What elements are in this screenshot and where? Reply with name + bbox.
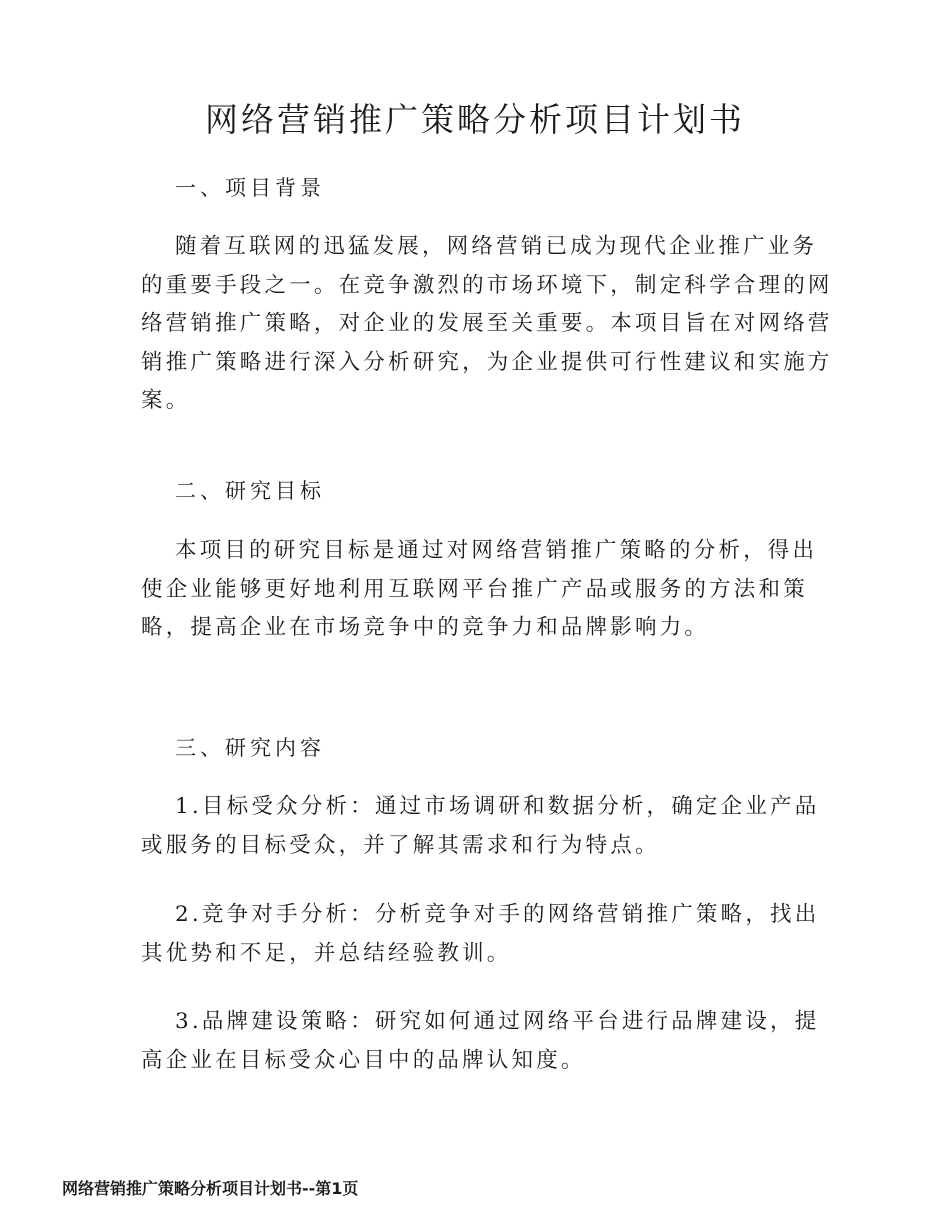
paragraph-content-item-2: 2.竞争对手分析：分析竞争对手的网络营销推广策略，找出其优势和不足，并总结经验教训。 — [141, 902, 820, 966]
section-heading-content: 三、研究内容 — [175, 736, 325, 760]
section-heading-background: 一、项目背景 — [175, 176, 325, 200]
paragraph-goals: 本项目的研究目标是通过对网络营销推广策略的分析，得出使企业能够更好地利用互联网平台推广产品或服务的方法和策略，提高企业在市场竞争中的竞争力和品牌影响力。 — [141, 538, 818, 640]
paragraph-content-item-1: 1.目标受众分析：通过市场调研和数据分析，确定企业产品或服务的目标受众，并了解其需求和行为特点。 — [141, 794, 820, 858]
paragraph-content-item-3: 3.品牌建设策略：研究如何通过网络平台进行品牌建设，提高企业在目标受众心目中的品牌认知度。 — [141, 1009, 820, 1073]
document-title: 网络营销推广策略分析项目计划书 — [205, 100, 745, 139]
page-footer: 网络营销推广策略分析项目计划书--第1页 — [62, 1179, 359, 1198]
section-heading-goals: 二、研究目标 — [175, 479, 325, 503]
paragraph-background: 随着互联网的迅猛发展，网络营销已成为现代企业推广业务的重要手段之一。在竞争激烈的市场环境下，制定科学合理的网络营销推广策略，对企业的发展至关重要。本项目旨在对网络营销推广策略进行深入分析研究，为企业提供可行性建议和实施方案。 — [141, 234, 833, 413]
